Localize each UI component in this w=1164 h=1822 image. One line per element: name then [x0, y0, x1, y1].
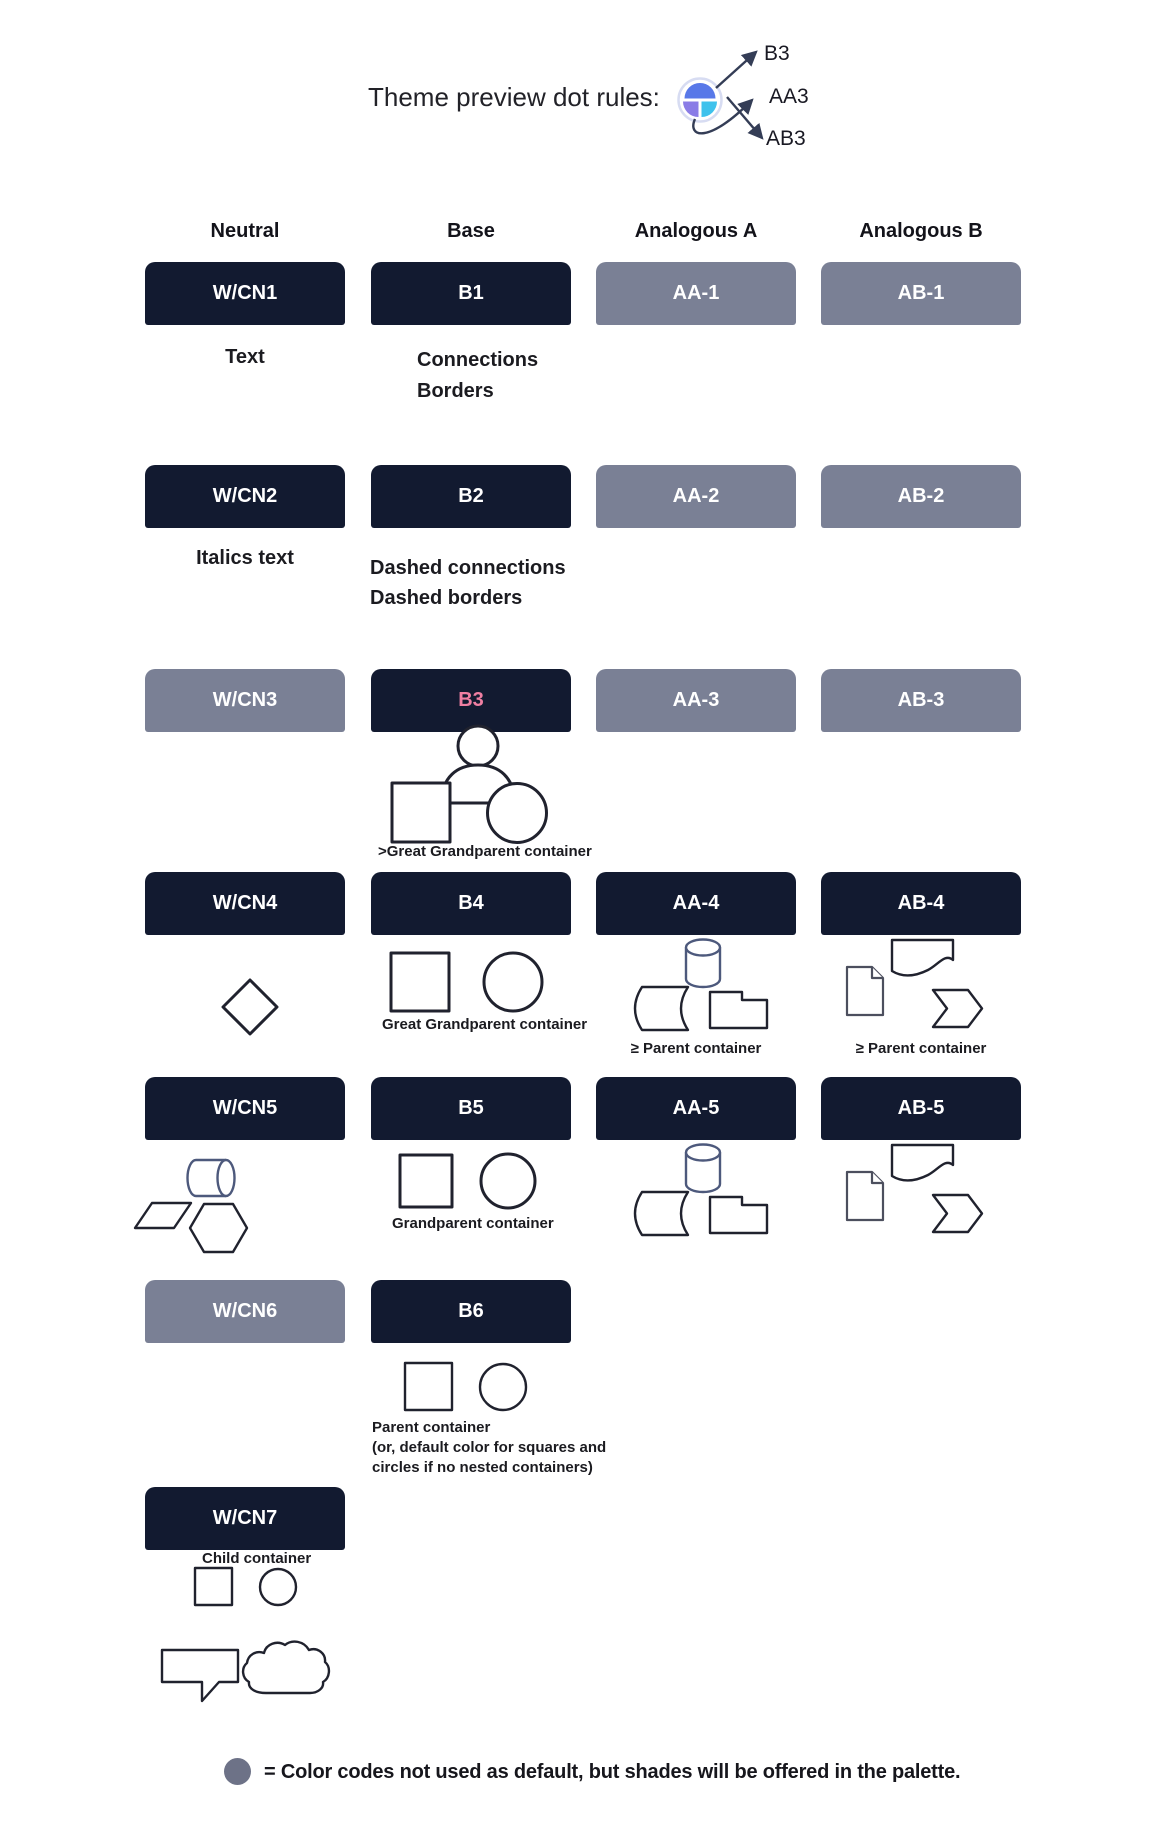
caption-line: circles if no nested containers)	[372, 1459, 593, 1476]
square-icon	[392, 783, 450, 842]
horizontal-cylinder-cap-icon	[218, 1160, 235, 1196]
cylinder-top-icon	[686, 1145, 720, 1161]
swatch-aa5: AA-5	[596, 1077, 796, 1140]
swatch-b4: B4	[371, 872, 571, 935]
caption-grandparent: Grandparent container	[392, 1215, 554, 1232]
swatch-aa1: AA-1	[596, 262, 796, 325]
swatch-ab3: AB-3	[821, 669, 1021, 732]
swatch-wcn4: W/CN4	[145, 872, 345, 935]
cylinder-top-icon	[686, 940, 720, 956]
circle-icon	[260, 1569, 296, 1605]
square-icon	[400, 1155, 452, 1207]
legend-dot-icon	[224, 1758, 251, 1785]
dot-label-aa3: AA3	[769, 85, 809, 108]
swatch-wcn1: W/CN1	[145, 262, 345, 325]
swatch-ab5: AB-5	[821, 1077, 1021, 1140]
caption-line: Borders	[417, 380, 494, 402]
aa4-shape-cluster	[620, 935, 790, 1035]
circle-icon	[488, 784, 547, 843]
parallelogram-icon	[135, 1203, 191, 1228]
caption-ab-parent: ≥ Parent container	[855, 1040, 987, 1057]
caption-line: (or, default color for squares and	[372, 1439, 607, 1456]
wavy-document-icon	[892, 1145, 953, 1181]
diamond-icon	[223, 980, 277, 1034]
caption-line: Dashed borders	[370, 587, 523, 609]
swatch-wcn7: W/CN7	[145, 1487, 345, 1550]
column-header-neutral: Neutral	[210, 220, 280, 242]
stored-data-icon	[635, 987, 688, 1030]
b3-shape-cluster	[380, 720, 560, 846]
document-fold-icon	[872, 1172, 883, 1183]
arrow-to-b3	[716, 52, 756, 88]
hexagon-icon	[190, 1204, 247, 1252]
swatch-aa3: AA-3	[596, 669, 796, 732]
caption-line: Parent container	[372, 1419, 491, 1436]
column-header-base: Base	[447, 220, 495, 242]
square-icon	[391, 953, 449, 1011]
wcn4-shape-cluster	[215, 972, 285, 1042]
wavy-document-icon	[892, 940, 953, 976]
caption-line: Connections	[417, 349, 539, 371]
square-icon	[405, 1363, 452, 1410]
wcn7-shape-cluster	[190, 1563, 305, 1610]
b6-shape-cluster	[400, 1358, 535, 1415]
swatch-ab2: AB-2	[821, 465, 1021, 528]
folder-tab-icon	[710, 992, 767, 1028]
caption-text: Text	[225, 346, 265, 368]
dot-label-b3: B3	[764, 42, 790, 65]
swatch-ab4: AB-4	[821, 872, 1021, 935]
aa5-shape-cluster	[620, 1140, 790, 1240]
swatch-b1: B1	[371, 262, 571, 325]
b4-shape-cluster	[385, 948, 555, 1018]
caption-great-grandparent: Great Grandparent container	[382, 1016, 588, 1033]
preview-dot-diagram	[640, 25, 860, 160]
caption-aa-parent: ≥ Parent container	[630, 1040, 762, 1057]
wcn5-shape-cluster	[130, 1150, 260, 1258]
circle-icon	[480, 1364, 526, 1410]
chevron-banner-icon	[933, 1195, 982, 1232]
person-icon	[458, 726, 498, 766]
swatch-wcn5: W/CN5	[145, 1077, 345, 1140]
document-fold-icon	[872, 967, 883, 978]
caption-connections-borders	[417, 345, 538, 407]
column-header-analogous-a: Analogous A	[634, 220, 758, 242]
circle-icon	[484, 953, 542, 1011]
caption-line: Dashed connections	[370, 557, 566, 579]
legend-text: = Color codes not used as default, but shades will be offered in the palette.	[264, 1761, 961, 1783]
folder-tab-icon	[710, 1197, 767, 1233]
chevron-banner-icon	[933, 990, 982, 1027]
column-header-analogous-b: Analogous B	[859, 220, 983, 242]
swatch-aa2: AA-2	[596, 465, 796, 528]
stored-data-icon	[635, 1192, 688, 1235]
swatch-ab1: AB-1	[821, 262, 1021, 325]
caption-parent-default	[372, 1418, 606, 1478]
swatch-wcn2: W/CN2	[145, 465, 345, 528]
swatch-b3: B3	[371, 669, 571, 732]
caption-child-container: Child container	[202, 1550, 312, 1567]
bubble-cloud-cluster	[155, 1635, 340, 1710]
caption-great-grandparent-gt: >Great Grandparent container	[378, 843, 592, 860]
page-title: Theme preview dot rules:	[368, 82, 660, 112]
swatch-wcn3: W/CN3	[145, 669, 345, 732]
cloud-icon	[243, 1642, 329, 1693]
speech-bubble-icon	[162, 1650, 238, 1701]
circle-icon	[481, 1154, 535, 1208]
caption-italics-text: Italics text	[196, 547, 294, 569]
swatch-b5: B5	[371, 1077, 571, 1140]
swatch-aa4: AA-4	[596, 872, 796, 935]
square-icon	[195, 1568, 232, 1605]
caption-dashed	[370, 553, 566, 613]
b5-shape-cluster	[395, 1150, 545, 1212]
swatch-b2: B2	[371, 465, 571, 528]
dot-label-ab3: AB3	[766, 127, 806, 150]
ab5-shape-cluster	[835, 1140, 995, 1240]
swatch-wcn6: W/CN6	[145, 1280, 345, 1343]
swatch-b6: B6	[371, 1280, 571, 1343]
ab4-shape-cluster	[835, 935, 995, 1035]
